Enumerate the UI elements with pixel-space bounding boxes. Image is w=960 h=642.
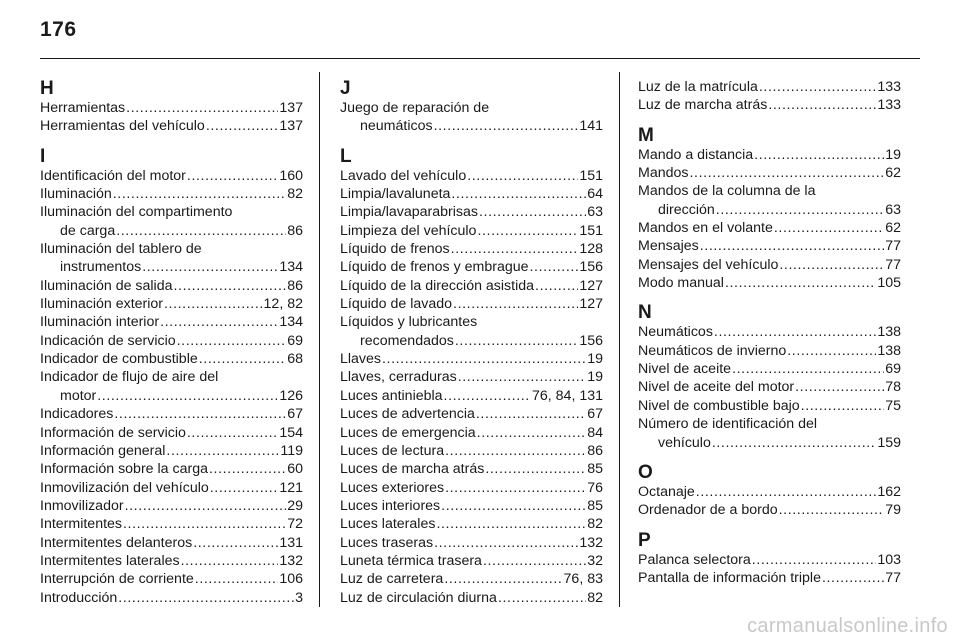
entry-term: Luces de marcha atrás	[340, 461, 485, 478]
entry-page-ref: 151	[579, 167, 603, 184]
dot-leader	[759, 78, 876, 96]
entry-page-ref: 62	[885, 220, 901, 237]
entry-term: Ordenador de a bordo	[638, 502, 778, 519]
entry-page-ref: 127	[579, 277, 603, 294]
dot-leader	[114, 405, 286, 423]
entry-term: Información general	[40, 442, 166, 459]
entry-term: Indicadores	[40, 406, 114, 423]
dot-leader	[479, 203, 586, 221]
entry-page-ref: 63	[587, 204, 603, 221]
index-entry	[340, 515, 603, 533]
dot-leader	[123, 515, 286, 533]
entry-page-ref: 133	[877, 79, 901, 95]
entry-page-ref: 137	[279, 118, 303, 135]
index-entry	[340, 570, 603, 588]
dot-leader	[434, 117, 579, 135]
index-entry	[40, 99, 303, 117]
entry-term: Líquido de frenos y embrague	[340, 259, 529, 276]
index-entry	[638, 360, 901, 378]
entry-term: motor	[60, 387, 97, 404]
index-entry-line: Mandos de la columna de la	[638, 183, 816, 200]
entry-page-ref: 19	[587, 369, 603, 386]
entry-term: Limpia/lavaparabrisas	[340, 204, 479, 221]
dot-leader	[712, 434, 876, 452]
index-entry	[40, 295, 303, 313]
dot-leader	[441, 497, 586, 515]
entry-term: instrumentos	[60, 259, 142, 276]
entry-term: Limpieza del vehículo	[340, 222, 477, 239]
index-column-1	[40, 78, 303, 607]
entry-term: Luz de circulación diurna	[340, 589, 497, 606]
entry-page-ref: 133	[877, 97, 901, 114]
entry-page-ref: 19	[587, 351, 603, 368]
entry-page-ref: 67	[287, 406, 303, 423]
dot-leader	[451, 240, 579, 258]
entry-page-ref: 127	[579, 296, 603, 313]
entry-term: Luces de advertencia	[340, 406, 475, 423]
index-entry	[638, 342, 901, 360]
index-entry	[638, 569, 901, 587]
entry-term: Mensajes	[638, 238, 699, 255]
entry-page-ref: 63	[885, 201, 901, 218]
entry-term: Llaves, cerraduras	[340, 369, 457, 386]
entry-term: Herramientas	[40, 100, 126, 116]
entry-term: Mandos	[638, 165, 689, 182]
entry-page-ref: 154	[279, 424, 303, 441]
index-entry	[40, 424, 303, 442]
index-entry	[40, 515, 303, 533]
dot-leader	[485, 460, 586, 478]
dot-leader	[455, 332, 578, 350]
index-entry-line: Líquidos y lubricantes	[340, 314, 478, 331]
entry-page-ref: 76, 83	[563, 571, 603, 588]
index-entry	[638, 501, 901, 519]
entry-term: Luneta térmica trasera	[340, 552, 482, 569]
index-entry	[340, 117, 603, 135]
dot-leader	[458, 368, 587, 386]
entry-page-ref: 121	[279, 479, 303, 496]
entry-term: Luces antiniebla	[340, 387, 443, 404]
dot-leader	[445, 442, 586, 460]
entry-term: Luces de lectura	[340, 442, 445, 459]
dot-leader	[206, 117, 279, 135]
index-entry	[340, 387, 603, 405]
entry-term: Mensajes del vehículo	[638, 256, 779, 273]
column-divider	[319, 72, 320, 607]
dot-leader	[535, 277, 578, 295]
dot-leader	[779, 256, 884, 274]
dot-leader	[716, 201, 884, 219]
index-entry-line: Iluminación del compartimento	[40, 204, 233, 221]
index-entry-line: Iluminación del tablero de	[40, 241, 202, 258]
entry-term: Líquido de frenos	[340, 241, 450, 258]
entry-term: Identificación del motor	[40, 167, 186, 184]
entry-term: recomendados	[360, 332, 454, 349]
dot-leader	[732, 360, 884, 378]
entry-term: Luces de emergencia	[340, 424, 476, 441]
entry-page-ref: 126	[279, 387, 303, 404]
index-entry	[340, 424, 603, 442]
dot-leader	[774, 219, 884, 237]
entry-page-ref: 82	[587, 589, 603, 606]
entry-term: Información sobre la carga	[40, 461, 208, 478]
dot-leader	[483, 552, 586, 570]
entry-term: Limpia/lavaluneta	[340, 186, 451, 203]
dot-leader	[700, 237, 884, 255]
entry-term: vehículo	[658, 434, 711, 451]
entry-term: Nivel de aceite	[638, 361, 732, 378]
dot-leader	[382, 350, 586, 368]
dot-leader	[779, 501, 885, 519]
entry-term: Interrupción de corriente	[40, 571, 194, 588]
entry-term: Neumáticos de invierno	[638, 342, 787, 359]
index-entry	[340, 295, 603, 313]
index-entry	[638, 483, 901, 501]
entry-page-ref: 75	[885, 397, 901, 414]
dot-leader	[210, 479, 279, 497]
entry-page-ref: 62	[885, 165, 901, 182]
entry-page-ref: 86	[287, 277, 303, 294]
index-entry	[340, 350, 603, 368]
dot-leader	[477, 424, 587, 442]
entry-page-ref: 76	[587, 479, 603, 496]
entry-term: Lavado del vehículo	[340, 167, 467, 184]
entry-page-ref: 86	[287, 222, 303, 239]
dot-leader	[199, 350, 286, 368]
dot-leader	[97, 387, 278, 405]
index-entry	[638, 551, 901, 569]
entry-term: dirección	[658, 201, 715, 218]
entry-page-ref: 79	[885, 502, 901, 519]
entry-page-ref: 77	[885, 569, 901, 586]
entry-page-ref: 77	[885, 238, 901, 255]
index-entry	[340, 589, 603, 607]
entry-term: Iluminación de salida	[40, 277, 173, 294]
entry-page-ref: 76, 84, 131	[532, 387, 603, 404]
index-entry	[340, 460, 603, 478]
dot-leader	[118, 589, 294, 607]
entry-page-ref: 68	[287, 351, 303, 368]
entry-term: Luz de carretera	[340, 571, 444, 588]
dot-leader	[436, 515, 586, 533]
entry-term: Indicación de servicio	[40, 332, 176, 349]
entry-term: Líquido de la dirección asistida	[340, 277, 535, 294]
entry-page-ref: 141	[579, 118, 603, 135]
entry-term: Líquido de lavado	[340, 296, 453, 313]
dot-leader	[125, 497, 287, 515]
entry-page-ref: 159	[877, 434, 901, 451]
index-letter-heading: I	[40, 145, 46, 167]
dot-leader	[187, 424, 278, 442]
entry-page-ref: 132	[579, 534, 603, 551]
dot-leader	[126, 99, 278, 117]
header-rule	[40, 58, 920, 59]
entry-page-ref: 156	[579, 332, 603, 349]
entry-term: Luz de marcha atrás	[638, 97, 768, 114]
dot-leader	[754, 146, 884, 164]
index-letter-heading: H	[40, 78, 54, 99]
dot-leader	[787, 342, 876, 360]
entry-term: Iluminación exterior	[40, 296, 164, 313]
index-entry	[638, 78, 901, 96]
dot-leader	[453, 295, 578, 313]
entry-term: Iluminación interior	[40, 314, 160, 331]
entry-page-ref: 160	[279, 167, 303, 184]
entry-page-ref: 64	[587, 186, 603, 203]
index-entry	[40, 277, 303, 295]
index-entry	[340, 240, 603, 258]
entry-term: Neumáticos	[638, 324, 713, 341]
dot-leader	[445, 479, 586, 497]
index-entry	[638, 397, 901, 415]
index-letter-heading: L	[340, 145, 352, 167]
entry-page-ref: 132	[279, 552, 303, 569]
index-letter-heading: O	[638, 461, 653, 483]
index-entry	[340, 368, 603, 386]
entry-page-ref: 85	[587, 497, 603, 514]
dot-leader	[476, 405, 586, 423]
dot-leader	[174, 277, 287, 295]
entry-page-ref: 134	[279, 314, 303, 331]
index-entry	[40, 442, 303, 460]
dot-leader	[113, 185, 286, 203]
dot-leader	[160, 313, 278, 331]
entry-page-ref: 85	[587, 461, 603, 478]
entry-page-ref: 3	[295, 589, 303, 606]
dot-leader	[116, 222, 286, 240]
index-entry	[40, 405, 303, 423]
index-entry-line: Juego de reparación de	[340, 100, 490, 116]
index-entry	[638, 164, 901, 182]
entry-page-ref: 156	[579, 259, 603, 276]
entry-page-ref: 78	[885, 379, 901, 396]
dot-leader	[725, 274, 876, 292]
dot-leader	[689, 164, 884, 182]
entry-term: Pantalla de información triple	[638, 569, 821, 586]
dot-leader	[209, 460, 286, 478]
dot-leader	[177, 332, 287, 350]
entry-page-ref: 69	[287, 332, 303, 349]
index-entry	[340, 497, 603, 515]
entry-page-ref: 151	[579, 222, 603, 239]
index-column-2	[340, 78, 603, 607]
entry-term: Introducción	[40, 589, 118, 606]
entry-term: Inmovilizador	[40, 497, 124, 514]
dot-leader	[714, 323, 876, 341]
entry-term: Luz de la matrícula	[638, 79, 758, 95]
entry-page-ref: 67	[587, 406, 603, 423]
index-entry	[340, 167, 603, 185]
dot-leader	[166, 442, 279, 460]
index-entry	[40, 313, 303, 331]
page-number: 176	[40, 18, 77, 41]
index-entry	[40, 570, 303, 588]
entry-term: Luces interiores	[340, 497, 441, 514]
entry-term: Octanaje	[638, 483, 695, 500]
entry-term: Información de servicio	[40, 424, 186, 441]
entry-page-ref: 138	[877, 342, 901, 359]
index-letter-heading: M	[638, 124, 654, 146]
entry-term: Palanca selectora	[638, 551, 751, 568]
index-entry	[340, 442, 603, 460]
dot-leader	[451, 185, 586, 203]
entry-page-ref: 69	[885, 361, 901, 378]
dot-leader	[444, 387, 531, 405]
index-column-3	[638, 78, 901, 587]
dot-leader	[187, 167, 278, 185]
entry-page-ref: 12, 82	[263, 296, 303, 313]
entry-page-ref: 32	[587, 552, 603, 569]
index-entry	[340, 277, 603, 295]
index-entry	[638, 146, 901, 164]
dot-leader	[477, 222, 578, 240]
entry-term: Luces traseras	[340, 534, 434, 551]
dot-leader	[752, 551, 877, 569]
entry-page-ref: 162	[877, 483, 901, 500]
index-entry	[40, 534, 303, 552]
entry-term: Intermitentes	[40, 516, 123, 533]
index-entry	[638, 323, 901, 341]
entry-term: Mandos en el volante	[638, 220, 773, 237]
entry-page-ref: 106	[279, 571, 303, 588]
entry-term: Nivel de combustible bajo	[638, 397, 800, 414]
entry-page-ref: 86	[587, 442, 603, 459]
entry-term: de carga	[60, 222, 116, 239]
index-entry	[40, 258, 303, 276]
dot-leader	[498, 589, 586, 607]
index-entry	[340, 552, 603, 570]
entry-page-ref: 82	[587, 516, 603, 533]
entry-page-ref: 128	[579, 241, 603, 258]
dot-leader	[801, 397, 885, 415]
entry-page-ref: 134	[279, 259, 303, 276]
index-entry	[340, 222, 603, 240]
entry-term: Inmovilización del vehículo	[40, 479, 209, 496]
entry-page-ref: 19	[885, 146, 901, 163]
entry-page-ref: 77	[885, 256, 901, 273]
index-entry	[638, 237, 901, 255]
index-entry	[340, 405, 603, 423]
index-letter-heading: P	[638, 529, 651, 551]
index-entry	[638, 434, 901, 452]
index-entry	[40, 185, 303, 203]
index-entry	[40, 117, 303, 135]
entry-term: Luces exteriores	[340, 479, 445, 496]
dot-leader	[768, 96, 876, 114]
dot-leader	[696, 483, 877, 501]
entry-page-ref: 84	[587, 424, 603, 441]
entry-page-ref: 72	[287, 516, 303, 533]
index-entry	[40, 497, 303, 515]
dot-leader	[434, 534, 578, 552]
dot-leader	[164, 295, 263, 313]
entry-term: Intermitentes delanteros	[40, 534, 193, 551]
entry-term: Llaves	[340, 351, 382, 368]
index-entry	[40, 387, 303, 405]
column-divider	[619, 72, 620, 607]
entry-term: Iluminación	[40, 186, 112, 203]
entry-page-ref: 137	[279, 100, 303, 116]
index-entry	[340, 534, 603, 552]
watermark: carmanualsonline.info	[747, 615, 948, 637]
index-entry	[40, 350, 303, 368]
entry-page-ref: 138	[877, 324, 901, 341]
index-entry	[638, 96, 901, 114]
index-entry	[40, 167, 303, 185]
index-entry	[638, 378, 901, 396]
index-entry	[638, 274, 901, 292]
index-letter-heading: N	[638, 302, 652, 324]
index-entry	[638, 201, 901, 219]
index-letter-heading: J	[340, 78, 351, 99]
index-entry	[340, 479, 603, 497]
entry-page-ref: 105	[877, 275, 901, 292]
index-entry	[40, 332, 303, 350]
entry-term: Herramientas del vehículo	[40, 118, 205, 135]
entry-term: Mando a distancia	[638, 146, 754, 163]
index-entry	[40, 589, 303, 607]
entry-term: Modo manual	[638, 275, 724, 292]
entry-term: Indicador de combustible	[40, 351, 198, 368]
entry-term: neumáticos	[360, 118, 433, 135]
dot-leader	[195, 570, 279, 588]
index-entry	[40, 479, 303, 497]
dot-leader	[467, 167, 578, 185]
index-entry	[340, 258, 603, 276]
entry-term: Luces laterales	[340, 516, 436, 533]
entry-page-ref: 60	[287, 461, 303, 478]
entry-term: Nivel de aceite del motor	[638, 379, 795, 396]
dot-leader	[193, 534, 278, 552]
index-entry-line: Indicador de flujo de aire del	[40, 369, 219, 386]
index-entry-line: Número de identificación del	[638, 416, 818, 433]
dot-leader	[142, 258, 278, 276]
index-entry	[638, 219, 901, 237]
entry-page-ref: 131	[279, 534, 303, 551]
entry-term: Intermitentes laterales	[40, 552, 180, 569]
dot-leader	[181, 552, 279, 570]
dot-leader	[530, 258, 579, 276]
index-entry	[40, 552, 303, 570]
dot-leader	[822, 569, 884, 587]
entry-page-ref: 82	[287, 186, 303, 203]
entry-page-ref: 103	[877, 551, 901, 568]
index-entry	[638, 256, 901, 274]
entry-page-ref: 119	[280, 442, 303, 459]
index-entry	[40, 222, 303, 240]
index-entry	[40, 460, 303, 478]
dot-leader	[795, 378, 884, 396]
entry-page-ref: 29	[287, 497, 303, 514]
dot-leader	[444, 570, 562, 588]
index-entry	[340, 332, 603, 350]
index-entry	[340, 185, 603, 203]
index-entry	[340, 203, 603, 221]
